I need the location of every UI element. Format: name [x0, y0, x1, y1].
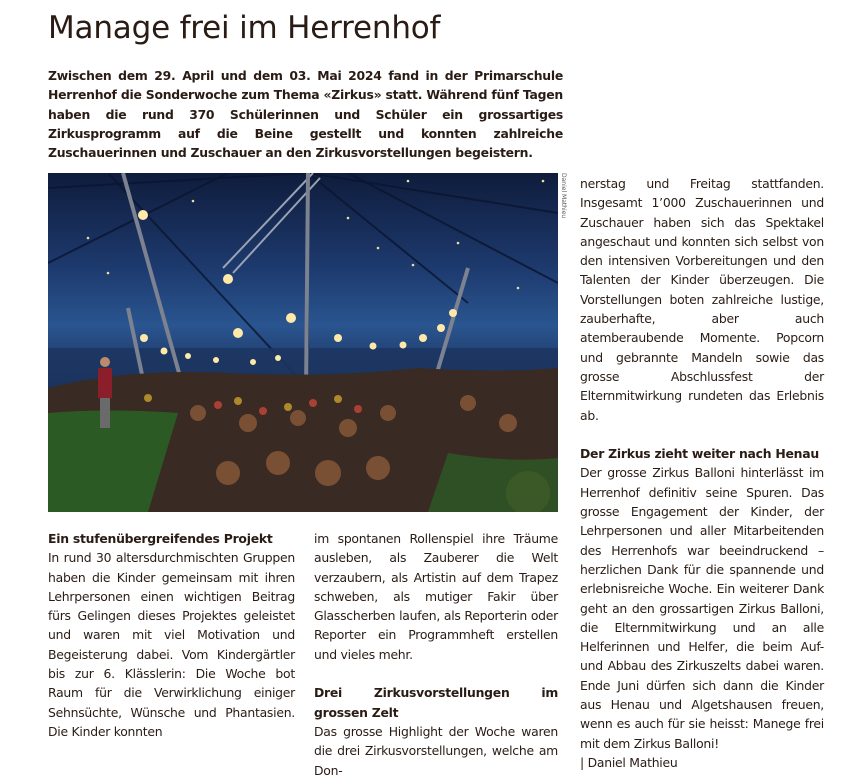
paragraph-gap [580, 425, 824, 444]
section-heading: Drei Zirkusvorstellungen im grossen Zelt [314, 685, 558, 720]
section-body: Das grosse Highlight der Woche waren die drei Zirkusvorstellungen, welche am Don- [314, 723, 558, 778]
section-body: Der grosse Zirkus Balloni hinterlässt im Herrenhof definitiv seine Spuren. Das grosse Engagement der Kinder, der Lehrpersonen und aller Mitarbeitenden des Herrenhofs war beeindruckend – herzlichen Dank für die spannende und erlebnisreiche Woche. Ein weiterer Dank geht an den grossartigen Zirkus Balloni, die Elternmitwirkung und an alle Helferinnen und Helfer, die beim Auf- und Abbau des Zirkuszelts dabei waren. Ende Juni dürfen sich dann die Kinder aus Henau und Algetshausen freuen, wenn es auch für sie heisst: Manege frei mit dem Zirkus Balloni! [580, 465, 824, 751]
section-body: In rund 30 altersdurchmischten Gruppen haben die Kinder gemeinsam mit ihren Lehrpersonen einen wichtigen Beitrag fürs Gelingen dieses Projektes geleistet und waren mit viel Motivation und Begeisterung dabei. Vom Kindergärtler bis zur 6. Klässlerin: Die Woche bot Raum für die Verwirklichung einiger Sehnsüchte, Wünsche und Phantasien. Die Kinder konnten [48, 550, 295, 739]
author-signature: | Daniel Mathieu [580, 754, 678, 770]
paragraph-gap [314, 664, 558, 683]
text-column-2 [314, 529, 558, 780]
photo-credit [557, 173, 569, 223]
text-column-3 [580, 174, 824, 772]
section-body: im spontanen Rollenspiel ihre Träume ausleben, als Zauberer die Welt verzaubern, als Artistin auf dem Trapez schweben, als mutiger Fakir über Glasscherben laufen, als Reporterin oder Reporter ein Programmheft erstellen und vieles mehr. [314, 531, 558, 662]
text-column-1 [48, 529, 295, 741]
section-body: nerstag und Freitag stattfanden. Insgesamt 1’000 Zuschauerinnen und Zuschauer haben sich das Spektakel angeschaut und konnten sich selbst von den intensiven Vorbereitungen und den Talenten der Kinder überzeugen. Die Vorstellungen boten zahlreiche lustige, zauberhafte, aber auch atemberaubende Momente. Popcorn und gebrannte Mandeln sowie das grosse Abschlussfest der Elternmitwirkung rundeten das Erlebnis ab. [580, 176, 824, 423]
section-heading: Ein stufenübergreifendes Projekt [48, 531, 273, 546]
section-heading: Der Zirkus zieht weiter nach Henau [580, 446, 819, 462]
circus-tent-photo [48, 173, 558, 512]
photo-credit-text: Daniel Mathieu [560, 173, 567, 219]
article-title: Manage frei im Herrenhof [48, 10, 441, 46]
photo-illustration [48, 173, 558, 512]
article-lead: Zwischen dem 29. April und dem 03. Mai 2024 fand in der Primarschule Herrenhof die Sonderwoche zum Thema «Zirkus» statt. Während fünf Tagen haben die rund 370 Schülerinnen und Schüler ein grossartiges Zirkusprogramm auf die Beine gestellt und konnten zahlreiche Zuschauerinnen und Zuschauer an den Zirkusvorstellungen begeistern. [48, 68, 563, 161]
